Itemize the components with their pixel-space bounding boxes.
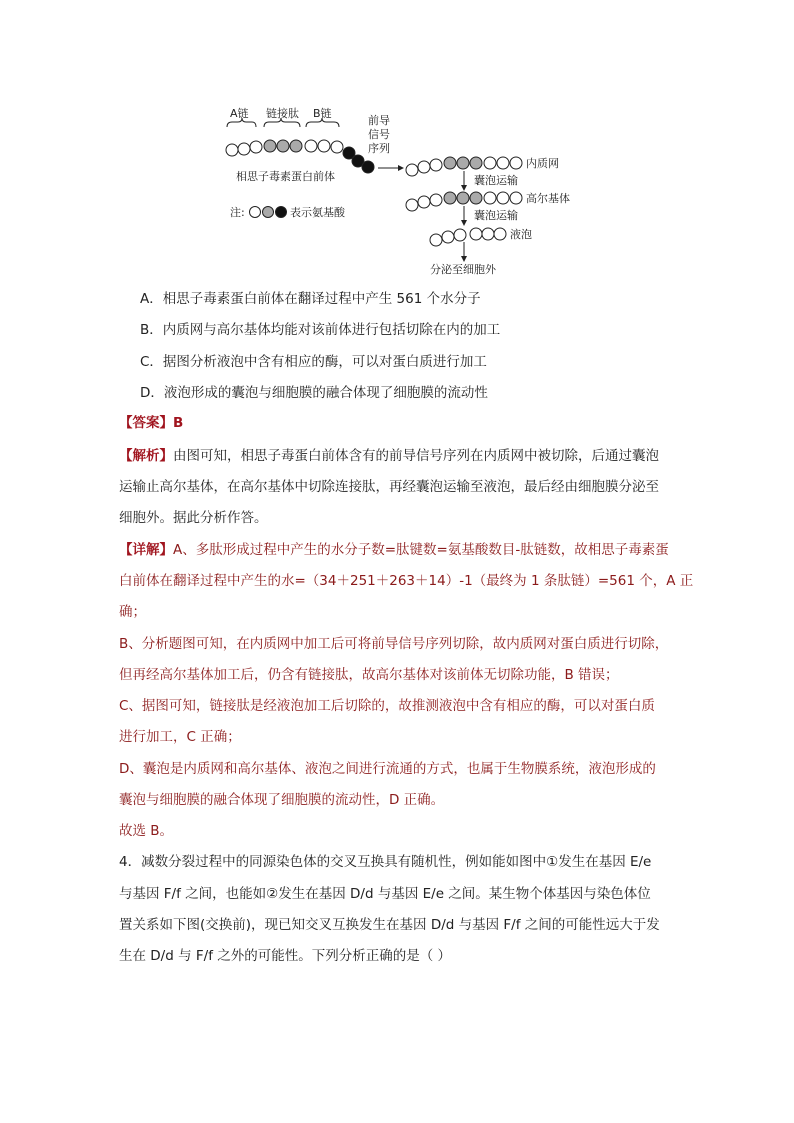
analysis-tag: 【解析】 xyxy=(119,448,173,464)
detail-conclusion: 故选 B。 xyxy=(119,823,174,839)
precursor-chain xyxy=(226,140,374,173)
label-signal-2: 信号 xyxy=(368,128,390,141)
brace-b xyxy=(306,118,339,127)
option-c: C．据图分析液泡中含有相应的酶，可以对蛋白质进行加工 xyxy=(140,354,487,370)
answer-value: B xyxy=(173,415,184,431)
question4-line-4: 生在 D/d 与 F/f 之外的可能性。下列分析正确的是（ ） xyxy=(119,948,452,964)
option-d: D．液泡形成的囊泡与细胞膜的融合体现了细胞膜的流动性 xyxy=(140,385,488,401)
detail-b-line-1: B、分析题图可知，在内质网中加工后可将前导信号序列切除，故内质网对蛋白质进行切除， xyxy=(119,636,669,652)
protein-processing-diagram xyxy=(218,100,588,280)
detail-a-line-1 xyxy=(119,540,679,560)
analysis-line-2: 运输止高尔基体，在高尔基体中切除连接肽，再经囊泡运输至液泡，最后经由细胞膜分泌至 xyxy=(119,479,659,495)
label-vacuole: 液泡 xyxy=(510,228,532,241)
label-note-prefix: 注: xyxy=(230,206,245,219)
detail-c-line-1: C、据图可知，链接肽是经液泡加工后切除的，故推测液泡中含有相应的酶，可以对蛋白质 xyxy=(119,698,655,714)
option-a: A．相思子毒素蛋白前体在翻译过程中产生 561 个水分子 xyxy=(140,291,481,307)
detail-b-line-2: 但再经高尔基体加工后，仍含有链接肽，故高尔基体对该前体无切除功能，B 错误； xyxy=(119,667,619,683)
detail-a-text-1: A、多肽形成过程中产生的水分子数=肽键数=氨基酸数目-肽链数，故相思子毒素蛋 xyxy=(173,542,669,558)
answer-tag: 【答案】 xyxy=(119,415,173,431)
detail-a-line-3: 确； xyxy=(119,604,146,620)
label-link-peptide: 链接肽 xyxy=(266,107,299,120)
detail-tag: 【详解】 xyxy=(119,542,173,558)
answer-line xyxy=(119,413,679,433)
analysis-line-1 xyxy=(119,446,679,466)
vacuole-chains xyxy=(430,228,506,246)
label-a-chain: A链 xyxy=(230,107,249,120)
label-secrete: 分泌至细胞外 xyxy=(430,263,496,276)
label-signal-3: 序列 xyxy=(368,142,390,155)
label-vesicle-2: 囊泡运输 xyxy=(474,209,518,222)
detail-d-line-2: 囊泡与细胞膜的融合体现了细胞膜的流动性，D 正确。 xyxy=(119,792,445,808)
question4-line-2: 与基因 F/f 之间，也能如②发生在基因 D/d 与基因 E/e 之间。某生物个体基因与染色体位 xyxy=(119,886,651,902)
analysis-text-1: 由图可知，相思子毒蛋白前体含有的前导信号序列在内质网中被切除，后通过囊泡 xyxy=(173,448,659,464)
detail-d-line-1: D、囊泡是内质网和高尔基体、液泡之间进行流通的方式，也属于生物膜系统，液泡形成的 xyxy=(119,761,656,777)
detail-a-line-2: 白前体在翻译过程中产生的水=（34＋251＋263＋14）-1（最终为 1 条肽链）=561 个，A 正 xyxy=(119,573,694,589)
question4-line-3: 置关系如下图(交换前)，现已知交叉互换发生在基因 D/d 与基因 F/f 之间的可能性远大于发 xyxy=(119,917,660,933)
question4-line-1: 4．减数分裂过程中的同源染色体的交叉互换具有随机性，例如能如图中①发生在基因 E/e xyxy=(119,854,652,870)
option-b: B．内质网与高尔基体均能对该前体进行包括切除在内的加工 xyxy=(140,322,501,338)
label-b-chain: B链 xyxy=(313,107,332,120)
label-signal-1: 前导 xyxy=(368,114,390,127)
legend xyxy=(230,205,346,219)
label-golgi: 高尔基体 xyxy=(526,192,570,205)
detail-c-line-2: 进行加工，C 正确； xyxy=(119,729,241,745)
label-er: 内质网 xyxy=(526,157,559,170)
label-vesicle-1: 囊泡运输 xyxy=(474,174,518,187)
label-precursor: 相思子毒素蛋白前体 xyxy=(236,170,335,183)
analysis-line-3: 细胞外。据此分析作答。 xyxy=(119,510,268,526)
label-note-suffix: 表示氨基酸 xyxy=(290,206,345,219)
